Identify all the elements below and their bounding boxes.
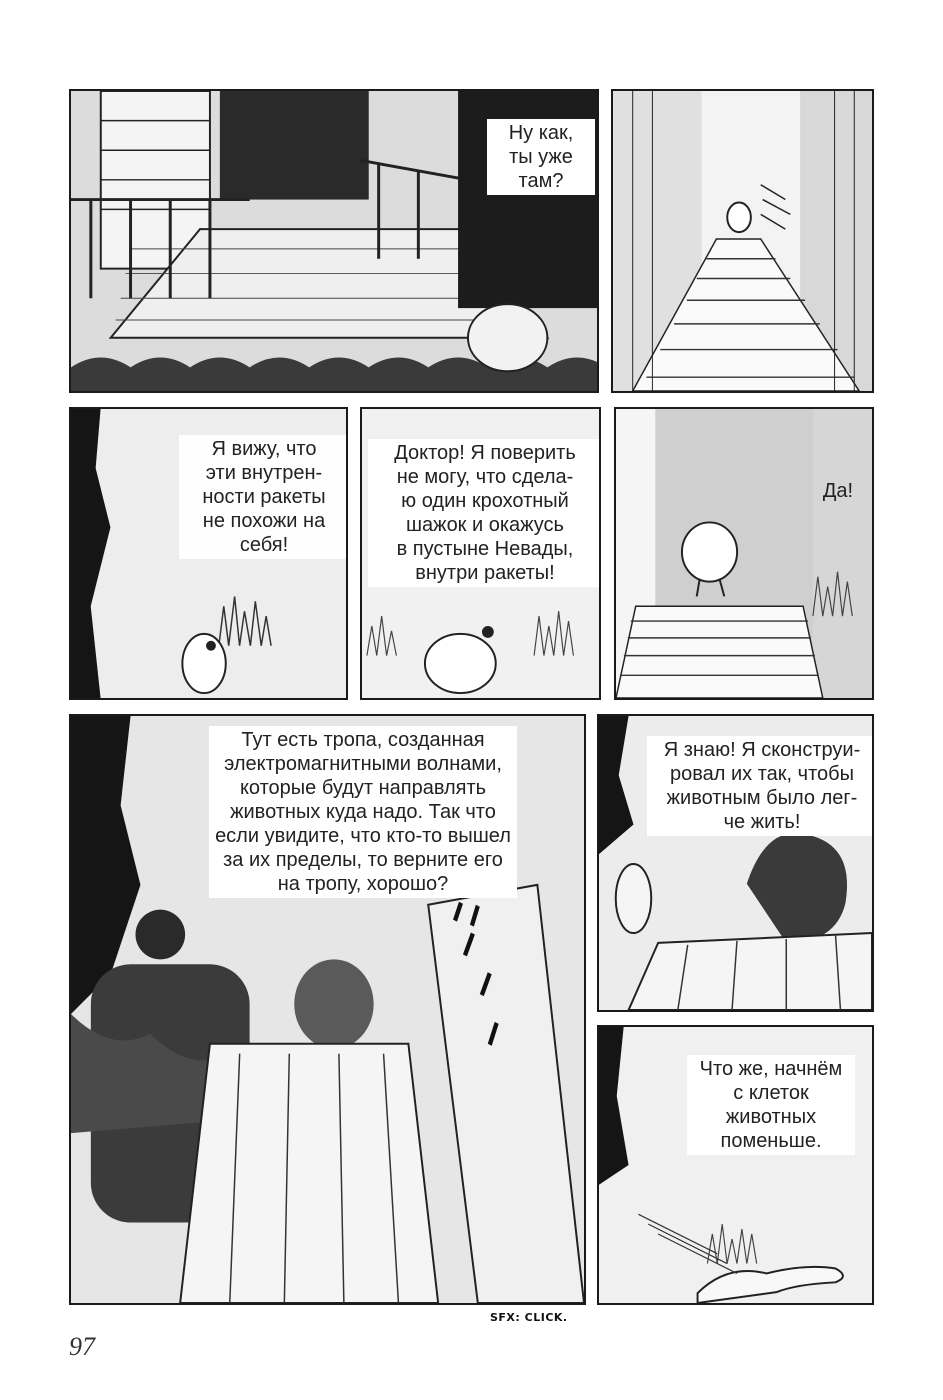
page-number: 97	[69, 1332, 95, 1361]
panel-porch	[69, 89, 599, 393]
panel-cages	[597, 1025, 874, 1305]
panel-yes	[614, 407, 874, 700]
panel-stairs-top	[611, 89, 874, 393]
sfx-label: SFX: CLICK.	[490, 1311, 568, 1324]
speech-bubble-i-know: Я знаю! Я сконструи- ровал их так, чтобы животным было лег- че жить!	[647, 736, 874, 836]
speech-bubble-yes: Да!	[822, 480, 854, 502]
panel-inside-rocket	[69, 407, 348, 700]
panel-path	[69, 714, 586, 1305]
stairs-illustration	[613, 91, 872, 391]
speech-bubble-doctor: Доктор! Я поверить не могу, что сдела- ю один крохотный шажок и окажусь в пустыне Невады, внутри ракеты!	[368, 439, 601, 587]
panel-doctor	[360, 407, 601, 700]
speech-bubble-path: Тут есть тропа, созданная электромагнитными волнами, которые будут направлять животных куда надо. Так что если увидите, что кто-то вышел за их пределы, то верните его на тропу, хорошо?	[209, 726, 517, 898]
panel-i-know	[597, 714, 874, 1012]
speech-bubble-cages: Что же, начнём с клеток животных поменьше.	[687, 1055, 855, 1155]
rooster-stairs-illustration	[616, 409, 872, 698]
speech-bubble-porch: Ну как, ты уже там?	[487, 119, 595, 195]
speech-bubble-inside-rocket: Я вижу, что эти внутрен- ности ракеты не похожи на себя!	[179, 435, 348, 559]
